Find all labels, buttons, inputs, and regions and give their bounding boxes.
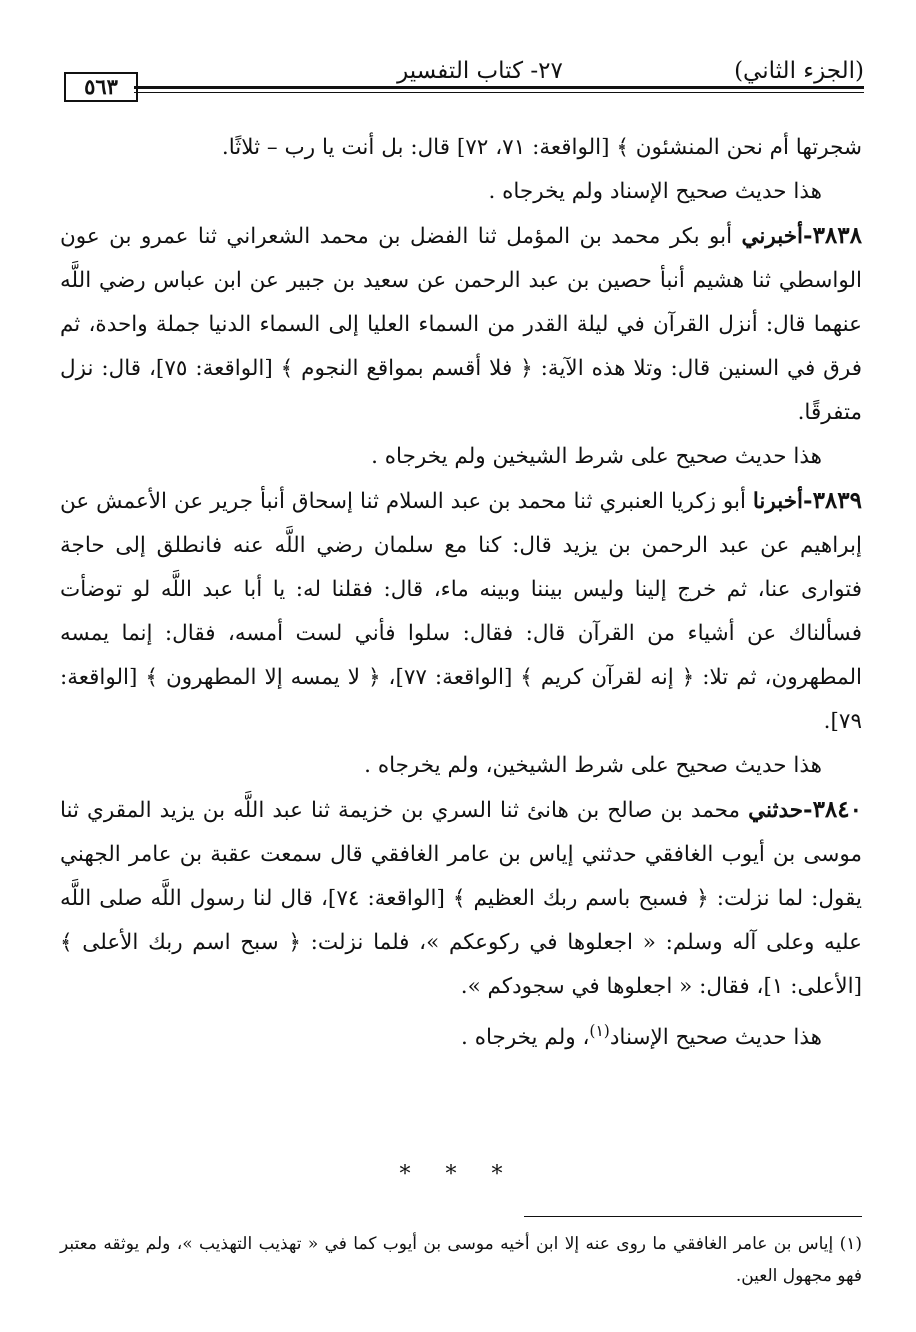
- hadith-3840: [60, 788, 862, 1009]
- narration-keyword: حدثني: [748, 798, 804, 823]
- grading-note: [60, 1009, 862, 1060]
- grading-note: هذا حديث صحيح الإسناد ولم يخرجاه .: [488, 179, 822, 204]
- continued-paragraph: شجرتها أم نحن المنشئون ﴾ [الواقعة: ٧١، ٧٢] قال: بل أنت يا رب – ثلاثًا.: [221, 135, 862, 160]
- narration-keyword: أخبرني: [741, 224, 804, 249]
- hadith-number: ٣٨٤٠-: [803, 796, 862, 823]
- footnote-text: (١) إياس بن عامر الغافقي ما روى عنه إلا ابن أخيه موسى بن أيوب كما في « تهذيب التهذيب »، ولم يوثقه معتبر فهو مجهول العين.: [60, 1234, 862, 1286]
- grading-note: هذا حديث صحيح على شرط الشيخين، ولم يخرجاه .: [364, 753, 822, 778]
- grading-text: هذا حديث صحيح الإسناد: [609, 1025, 822, 1051]
- hadith-3838: [60, 214, 862, 435]
- hadith-number: ٣٨٣٨-: [803, 222, 862, 249]
- chapter-title: ٢٧- كتاب التفسير: [397, 58, 563, 84]
- hadith-text: أبو بكر محمد بن المؤمل ثنا الفضل بن محمد الشعراني ثنا عمرو بن عون الواسطي ثنا هشيم أنبأ حصين بن عبد الرحمن عن سعيد بن جبير عن ابن عباس رضي اللَّه عنهما قال: أنزل القرآن في ليلة القدر من السماء العليا إلى السماء الدنيا جملة واحدة، ثم فرق في السنين قال: وتلا هذه الآية: ﴿ فلا أقسم بمواقع النجوم ﴾ [الواقعة: ٧٥]، قال: نزل متفرقًا.: [60, 224, 862, 425]
- grading-text-end: ، ولم يخرجاه .: [461, 1025, 590, 1051]
- page-number: ٥٦٣: [64, 72, 138, 102]
- hadith-number: ٣٨٣٩-: [803, 487, 862, 514]
- narration-keyword: أخبرنا: [752, 489, 804, 514]
- footnote-rule: [524, 1216, 862, 1217]
- main-text: [60, 126, 862, 1060]
- header-rule: [134, 86, 864, 89]
- header-rule-thin: [134, 92, 864, 93]
- section-separator: * * *: [399, 1162, 517, 1187]
- grading-note: هذا حديث صحيح على شرط الشيخين ولم يخرجاه .: [371, 444, 822, 469]
- hadith-text: محمد بن صالح بن هانئ ثنا السري بن خزيمة ثنا عبد اللَّه بن يزيد المقري ثنا موسى بن أيوب الغافقي حدثني إياس بن عامر الغافقي قال سمعت عقبة بن عامر الجهني يقول: لما نزلت: ﴿ فسبح باسم ربك العظيم ﴾ [الواقعة: ٧٤]، قال لنا رسول اللَّه صلى اللَّه عليه وعلى آله وسلم: « اجعلوها في ركوعكم »، فلما نزلت: ﴿ سبح اسم ربك الأعلى ﴾ [الأعلى: ١]، فقال: « اجعلوها في سجودكم ».: [60, 798, 862, 999]
- hadith-3839: [60, 479, 862, 744]
- footnote-marker[interactable]: (١): [589, 1022, 610, 1040]
- hadith-text: أبو زكريا العنبري ثنا محمد بن عبد السلام ثنا إسحاق أنبأ جرير عن الأعمش عن إبراهيم عن عبد الرحمن بن يزيد قال: كنا مع سلمان رضي اللَّه عنه فانطلق إلى حاجة فتوارى عنا، ثم خرج إلينا وليس بيننا وبينه ماء، قال: فقلنا له: يا أبا عبد اللَّه لو توضأت فسألناك عن أشياء من القرآن قال: فقال: سلوا فأني لست أمسه، فقال: إنما يمسه المطهرون، ثم تلا: ﴿ إنه لقرآن كريم ﴾ [الواقعة: ٧٧]، ﴿ لا يمسه إلا المطهرون ﴾ [الواقعة: ٧٩].: [60, 489, 862, 734]
- footnote: [60, 1228, 862, 1292]
- volume-label: (الجزء الثاني): [734, 58, 864, 84]
